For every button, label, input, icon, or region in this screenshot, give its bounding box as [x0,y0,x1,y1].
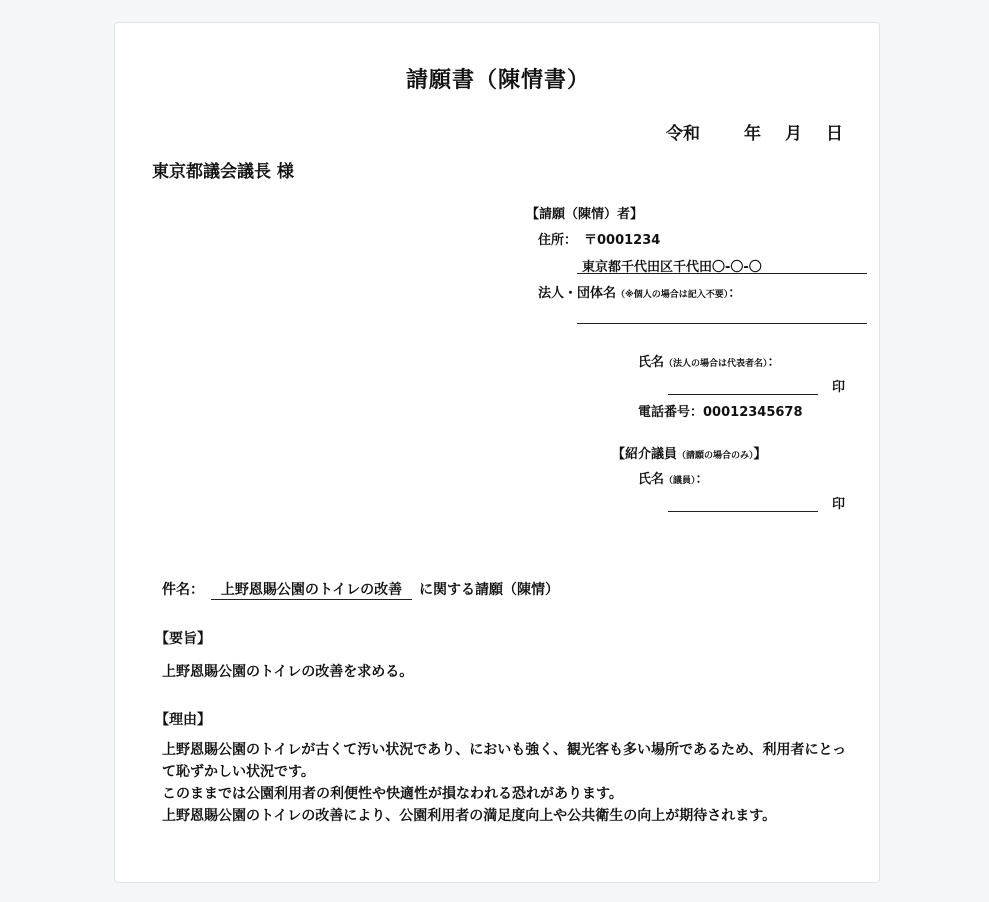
phone-label: 電話番号： [638,405,704,420]
introducer-name-label: 氏名 [638,472,665,487]
summary-header: 【要旨】 [155,631,211,647]
introducer-name-underline [668,511,818,512]
introducer-header-end: 】 [753,447,767,462]
date-day: 日 [826,124,843,144]
org-label-row [538,282,741,301]
org-note: （※個人の場合は記入不要） [616,290,729,300]
subject-label: 件名： [162,582,204,598]
reason-line: このままでは公園利用者の利便性や快適性が損なわれる恐れがあります。 [162,786,623,802]
introducer-note: （請願の場合のみ） [677,451,754,461]
introducer-seal-mark: 印 [832,497,846,512]
phone-value: 00012345678 [703,405,803,420]
phone-row [638,401,803,420]
subject-value: 上野恩賜公園のトイレの改善 [211,579,412,600]
introducer-name-note: （議員） [664,476,696,486]
introducer-header-row [612,443,767,462]
petitioner-header: 【請願（陳情）者】 [526,207,644,222]
introducer-name-colon: ： [695,472,709,487]
reason-text [162,739,852,827]
name-label-row [638,351,781,370]
address-value: 東京都千代田区千代田〇-〇-〇 [582,260,762,275]
date-month: 月 [785,124,802,144]
name-label: 氏名 [638,355,665,370]
addressee: 東京都議会議長 様 [152,162,294,182]
date-year: 年 [744,124,761,144]
name-underline [668,394,818,395]
subject-row [162,579,559,600]
postal-code: 〒0001234 [584,233,661,248]
reason-header: 【理由】 [155,712,211,728]
petition-document [114,22,880,883]
date-era: 令和 [666,124,700,144]
name-colon: ： [767,355,781,370]
introducer-name-row [638,468,709,487]
seal-mark: 印 [832,380,846,395]
introducer-header: 【紹介議員 [612,447,678,462]
address-underline [577,273,867,274]
subject-suffix: に関する請願（陳情） [419,582,560,598]
name-note: （法人の場合は代表者名） [664,359,768,369]
date-line [666,119,843,144]
document-title: 請願書（陳情書） [405,68,590,93]
reason-line: 上野恩賜公園のトイレが古くて汚い状況であり、においも強く、観光客も多い場所であるため、利用者にとって恥ずかしい状況です。 [162,742,847,780]
org-underline [577,323,867,324]
org-label: 法人・団体名 [538,286,617,301]
reason-line: 上野恩賜公園のトイレの改善により、公園利用者の満足度向上や公共衛生の向上が期待されます。 [162,808,777,824]
summary-text: 上野恩賜公園のトイレの改善を求める。 [162,664,414,680]
org-colon: ： [728,286,742,301]
address-label: 住所： [538,233,578,248]
